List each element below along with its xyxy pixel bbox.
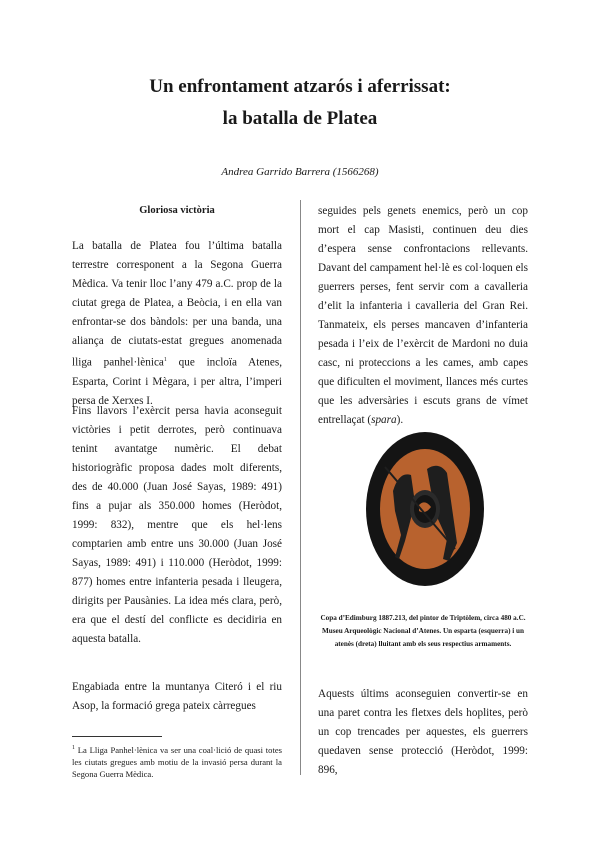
column-divider	[300, 200, 301, 775]
right-paragraph-1: seguides pels genets enemics, però un cop mort el cap Masisti, continuen deu dies d’espera sense confrontacions rellevants. Davant del campament hel·lè es col·loquen els guerrers perses, fent servir com a cavalleria d’elit la infanteria i cavalleria del Gran Rei. Tanmateix, els perses mancaven d’infanteria pesada i l’eix de l’exèrcit de Mardoni no duia casc, ni proteccions a les cames, amb capes que dificulten el moviment, llances més curtes que les adversàries i escuts grans de vímet entrellaçat (spara).	[318, 205, 528, 426]
footnote: $^1$ La Lliga Panhel·lènica va ser una coal·lició de quasi totes les ciutats gregues amb motiu de la invasió persa durant la Segona Guerra Mèdica.	[72, 744, 282, 779]
title-line-1: Un enfrontament atzarós i aferrissat:	[149, 76, 451, 97]
left-paragraph-1: La batalla de Platea fou l’última batalla terrestre corresponent a la Segona Guerra Mèdica. Va tenir lloc l’any 479 a.C. prop de la ciutat grega de Platea, a Beòcia, i en ella van enfrontar-se dos bàndols: per una banda, una aliança de ciutats-estat gregues anomenada lliga panhel·lènica$^1$ que incloïa Atenes, Esparta, Corint i Mègara, i per altra, l’imperi persa de Xerxes I.	[72, 240, 283, 407]
image-caption: Copa d’Edimburg 1887.213, del pintor de Triptòlem, circa 480 a.C. Museu Arqueològic Nacional d’Atenes. Un esparta (esquerra) i un atenès (dreta) lluitant amb els seus respectius armaments.	[320, 614, 526, 648]
title-line-2: la batalla de Platea	[222, 108, 378, 129]
footnote-rule	[72, 736, 162, 737]
left-paragraph-2: Fins llavors l’exèrcit persa havia aconseguit victòries i petit derrotes, però continuava tenint avantatge numèric. El debat historiogràfic proposa dades molt diferents, des de 40.000 (Juan José Sayas, 1989: 491) fins a pujar als 350.000 homes (Heròdot, 1999: 832), mentre que els hel·lens comptarien amb entre uns 30.000 (Juan José Sayas, 1989: 491) i 110.000 (Heròdot, 1999: 877) homes entre infanteria pesada i lleugera, dirigits per Pausànies. La idea més clara, però, era que el destí del conflicte es decidiria en aquesta batalla.	[72, 405, 282, 645]
section-title: Gloriosa victòria	[139, 205, 215, 216]
author: Andrea Garrido Barrera (1566268)	[221, 166, 379, 178]
kylix-plate-image	[365, 431, 485, 588]
left-paragraph-3: Engabiada entre la muntanya Citeró i el riu Asop, la formació grega pateix càrregues	[72, 681, 282, 712]
footnote-ref[interactable]: 1	[163, 357, 167, 363]
right-paragraph-2: Aquests últims aconseguien convertir-se en una paret contra les fletxes dels hoplites, però un cop trencades per aquestes, els guerrers quedaven sense protecció (Heròdot, 1999: 896,	[318, 688, 528, 776]
